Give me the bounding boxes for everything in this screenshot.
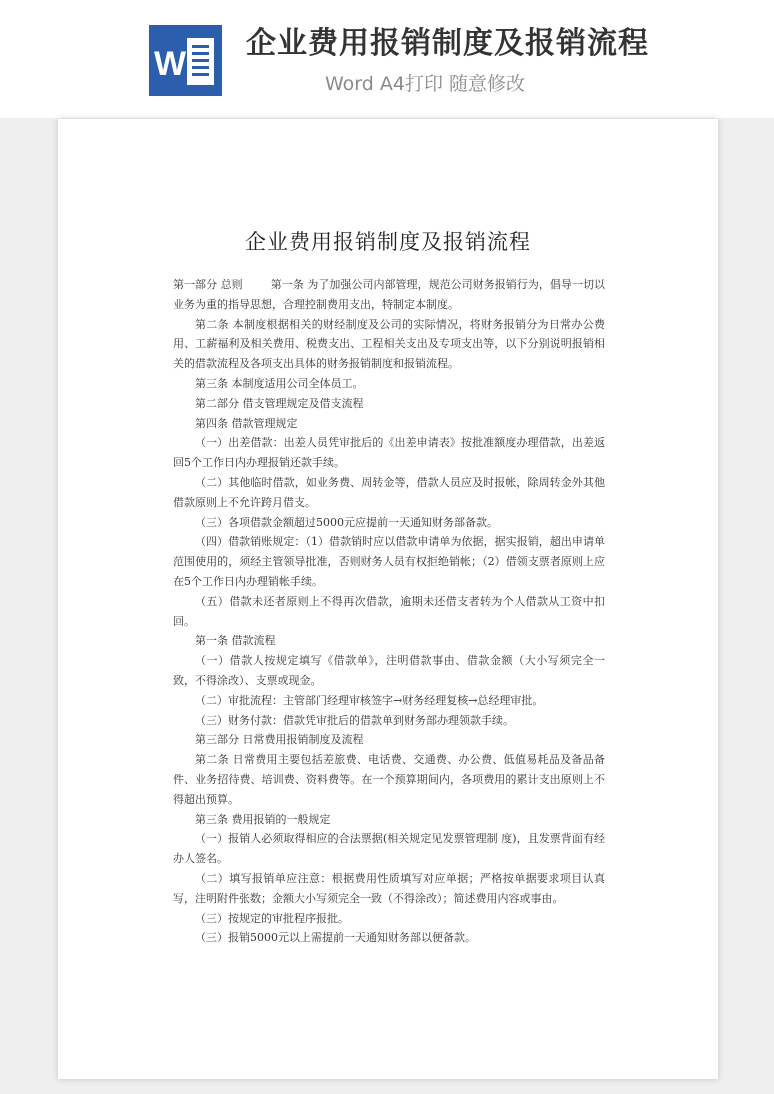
paragraph (173, 275, 605, 315)
header-banner (0, 0, 774, 118)
paragraph: 第三条 费用报销的一般规定 (195, 812, 331, 826)
paragraph: （一）报销人必须取得相应的合法票据(相关规定见发票管理制 度)，且发票背面有经办人签名。 (173, 832, 605, 866)
paragraph: 第二部分 借支管理规定及借支流程 (195, 396, 364, 410)
paragraph: （二）审批流程：主管部门经理审核签字→财务经理复核→总经理审批。 (195, 693, 544, 707)
paragraph: （三）报销5000元以上需提前一天通知财务部以便备款。 (195, 931, 476, 945)
banner-title: 企业费用报销制度及报销流程 (246, 26, 649, 61)
paragraph: 第二条 本制度根据相关的财经制度及公司的实际情况，将财务报销分为日常办公费用、工薪福利及相关费用、税费支出、工程相关支出及专项支出等，以下分别说明报销相关的借款流程及各项支出具体的财务报销制度和报销流程。 (173, 317, 605, 371)
paragraph: （四）借款销账规定：（1）借款销时应以借款申请单为依据，据实报销，超出申请单范围使用的，须经主管领导批准，否则财务人员有权拒绝销帐；（2）借领支票者原则上应在5个工作日内办理销帐手续。 (173, 535, 605, 588)
part-heading: 第一部分 总则 (173, 278, 243, 291)
document-title: 企业费用报销制度及报销流程 (245, 230, 531, 254)
paragraph: （一）借款人按规定填写《借款单》，注明借款事由、借款金额（大小写须完全一致，不得涂改）、支票或现金。 (173, 654, 605, 687)
paragraph: （三）各项借款金额超过5000元应提前一天通知财务部备款。 (195, 515, 498, 529)
paragraph: 第二条 日常费用主要包括差旅费、电话费、交通费、办公费、低值易耗品及备品备件、业务招待费、培训费、资料费等。在一个预算期间内，各项费用的累计支出原则上不得超出预算。 (173, 753, 605, 806)
document-body (173, 275, 605, 948)
paragraph: （三）按规定的审批程序报批。 (195, 911, 349, 925)
paragraph: 第三部分 日常费用报销制度及流程 (195, 733, 364, 747)
paragraph: 第三条 本制度适用公司全体员工。 (195, 376, 364, 390)
banner-subtitle: Word A4打印 随意修改 (325, 73, 526, 95)
paragraph: （二）其他临时借款，如业务费、周转金等，借款人员应及时报帐，除周转金外其他借款原则上不允许跨月借支。 (173, 475, 605, 509)
paragraph: （三）财务付款：借款凭审批后的借款单到财务部办理领款手续。 (195, 713, 514, 727)
paragraph: 第一条 借款流程 (195, 634, 276, 648)
paragraph: 第四条 借款管理规定 (195, 416, 298, 430)
logo-letter: W (153, 45, 187, 83)
document-page (58, 119, 718, 1079)
paragraph: （一）出差借款：出差人员凭审批后的《出差申请表》按批准额度办理借款，出差返回5个工作日内办理报销还款手续。 (173, 436, 605, 470)
word-doc-icon (149, 25, 222, 96)
paragraph: （五）借款未还者原则上不得再次借款，逾期未还借支者转为个人借款从工资中扣回。 (173, 594, 605, 628)
paragraph: （二）填写报销单应注意：根据费用性质填写对应单据；严格按单据要求项目认真写，注明附件张数；金额大小写须完全一致（不得涂改）；简述费用内容或事由。 (173, 871, 605, 905)
article-text: 第一条 为了加强公司内部管理，规范公司财务报销行为，倡导一切以业务为重的指导思想，合理控制费用支出，特制定本制度。 (173, 278, 605, 311)
